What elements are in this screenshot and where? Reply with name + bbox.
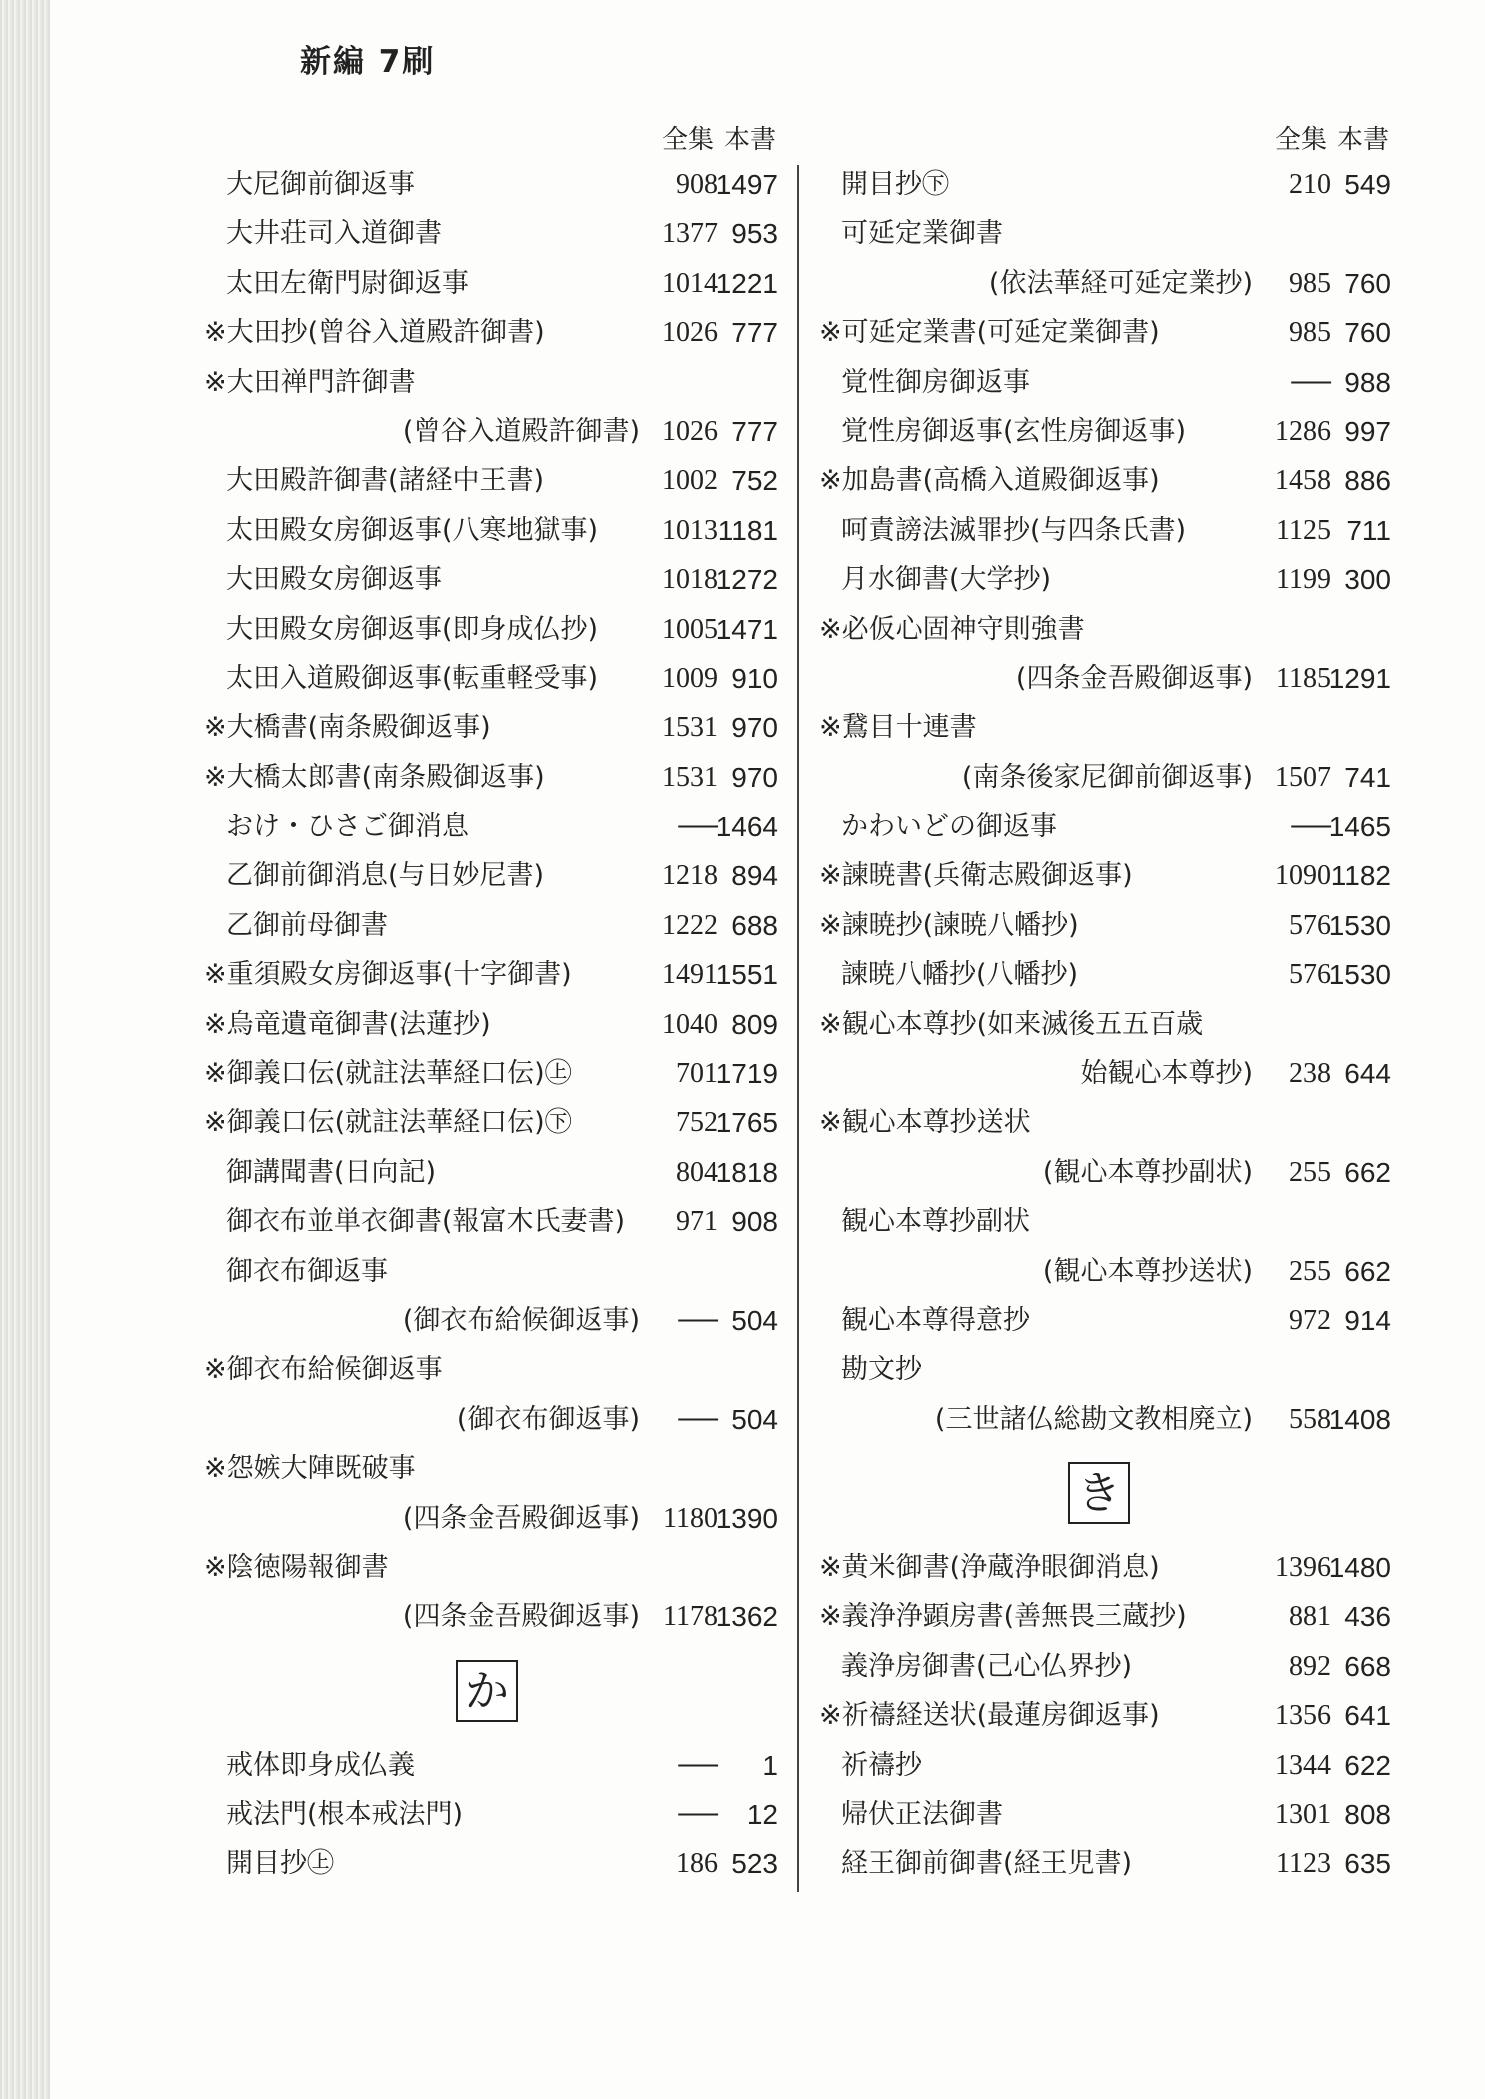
entry-zenshu-page: ── bbox=[678, 811, 718, 843]
entry-honsho-page: 622 bbox=[1344, 1749, 1391, 1781]
entry-title: 始観心本尊抄) bbox=[1080, 1058, 1253, 1090]
header-zenshu: 全集 bbox=[662, 125, 715, 155]
entry-honsho-page: 1291 bbox=[1328, 662, 1391, 694]
index-entry bbox=[192, 1000, 790, 1049]
index-entry bbox=[192, 1345, 790, 1394]
index-entry bbox=[807, 308, 1403, 357]
index-entry bbox=[807, 1000, 1403, 1049]
entry-zenshu-page: 1180 bbox=[663, 1502, 718, 1534]
index-entry bbox=[192, 1049, 790, 1098]
entry-honsho-page: 662 bbox=[1344, 1156, 1391, 1188]
edition-label: 新編 7刷 bbox=[300, 44, 436, 80]
entry-zenshu-page: 701 bbox=[676, 1058, 718, 1090]
entry-honsho-page: 894 bbox=[731, 860, 778, 892]
entry-honsho-page: 1719 bbox=[715, 1058, 778, 1090]
entry-honsho-page: 914 bbox=[1344, 1304, 1391, 1336]
entry-honsho-page: 688 bbox=[731, 909, 778, 941]
entry-zenshu-page: 892 bbox=[1289, 1650, 1331, 1682]
entry-zenshu-page: 576 bbox=[1289, 959, 1331, 991]
index-entry bbox=[807, 1790, 1403, 1839]
entry-zenshu-page: 1002 bbox=[662, 465, 718, 497]
index-entry bbox=[192, 654, 790, 703]
entry-title: 御講聞書(日向記) bbox=[226, 1156, 437, 1188]
entry-title: 大田殿女房御返事(即身成仏抄) bbox=[226, 613, 599, 645]
entry-zenshu-page: 1356 bbox=[1275, 1700, 1331, 1732]
entry-title: 観心本尊抄副状 bbox=[841, 1206, 1030, 1238]
index-entry bbox=[807, 160, 1403, 209]
entry-title: 覚性御房御返事 bbox=[841, 366, 1030, 398]
entry-title: ※鵞目十連書 bbox=[819, 712, 977, 744]
entry-zenshu-page: 1218 bbox=[662, 860, 718, 892]
entry-title: ※必仮心固神守則強書 bbox=[819, 613, 1085, 645]
index-entry bbox=[192, 358, 790, 407]
index-entry bbox=[807, 753, 1403, 802]
entry-honsho-page: 1181 bbox=[717, 514, 778, 546]
index-entry bbox=[192, 753, 790, 802]
index-entry bbox=[192, 1148, 790, 1197]
entry-title: 開目抄㊦ bbox=[841, 169, 949, 200]
entry-honsho-page: 988 bbox=[1344, 366, 1391, 398]
entry-zenshu-page: 210 bbox=[1289, 169, 1331, 200]
index-entry bbox=[807, 1543, 1403, 1592]
page-edge-shadow bbox=[0, 0, 50, 2099]
entry-title: ※黄米御書(浄蔵浄眼御消息) bbox=[819, 1551, 1160, 1583]
index-entry bbox=[192, 160, 790, 209]
index-entry bbox=[807, 358, 1403, 407]
entry-zenshu-page: 804 bbox=[676, 1156, 718, 1188]
index-entry bbox=[807, 1148, 1403, 1197]
entry-title: (四条金吾殿御返事) bbox=[1015, 662, 1253, 694]
entry-honsho-page: 1480 bbox=[1328, 1551, 1391, 1583]
entry-title: ※御義口伝(就註法華経口伝)㊤ bbox=[204, 1058, 572, 1090]
entry-zenshu-page: 1507 bbox=[1275, 761, 1331, 793]
entry-title: 乙御前母御書 bbox=[226, 909, 388, 941]
index-entry bbox=[807, 1345, 1403, 1394]
entry-honsho-page: 970 bbox=[731, 712, 778, 744]
entry-honsho-page: 668 bbox=[1344, 1650, 1391, 1682]
entry-title: 乙御前御消息(与日妙尼書) bbox=[226, 860, 545, 892]
entry-zenshu-page: ── bbox=[678, 1798, 718, 1830]
entry-zenshu-page: 985 bbox=[1289, 317, 1331, 349]
index-entry bbox=[192, 209, 790, 258]
entry-zenshu-page: ── bbox=[678, 1749, 718, 1781]
entry-honsho-page: 711 bbox=[1346, 514, 1391, 546]
entry-zenshu-page: 985 bbox=[1289, 267, 1331, 299]
index-entry bbox=[807, 1098, 1403, 1147]
entry-title: ※大橋太郎書(南条殿御返事) bbox=[204, 761, 545, 793]
entry-title: ※観心本尊抄送状 bbox=[819, 1107, 1031, 1139]
index-entry bbox=[192, 950, 790, 999]
entry-title: 大田殿許御書(諸経中王書) bbox=[226, 465, 545, 497]
entry-title: ※観心本尊抄(如来滅後五五百歳 bbox=[819, 1008, 1204, 1040]
right-column-header bbox=[807, 120, 1403, 160]
entry-honsho-page: 635 bbox=[1344, 1848, 1391, 1880]
entry-honsho-page: 752 bbox=[731, 465, 778, 497]
entry-zenshu-page: 972 bbox=[1289, 1304, 1331, 1336]
kana-section-header bbox=[192, 1642, 790, 1741]
entry-title: 戒体即身成仏義 bbox=[226, 1749, 415, 1781]
entry-title: ※義浄浄顕房書(善無畏三蔵抄) bbox=[819, 1601, 1187, 1633]
index-entry bbox=[807, 654, 1403, 703]
entry-honsho-page: 741 bbox=[1344, 761, 1391, 793]
index-entry bbox=[192, 851, 790, 900]
entry-zenshu-page: 238 bbox=[1289, 1058, 1331, 1090]
entry-zenshu-page: 1301 bbox=[1275, 1798, 1331, 1830]
index-entry bbox=[192, 1395, 790, 1444]
entry-title: ※諫暁書(兵衛志殿御返事) bbox=[819, 860, 1133, 892]
entry-title: 帰伏正法御書 bbox=[841, 1798, 1003, 1830]
index-entry bbox=[807, 1247, 1403, 1296]
entry-honsho-page: 1390 bbox=[715, 1502, 778, 1534]
entry-title: (観心本尊抄副状) bbox=[1042, 1156, 1253, 1188]
entry-title: ※重須殿女房御返事(十字御書) bbox=[204, 959, 572, 991]
entry-title: ※諫暁抄(諫暁八幡抄) bbox=[819, 909, 1079, 941]
entry-zenshu-page: 1178 bbox=[663, 1601, 718, 1633]
entry-honsho-page: 662 bbox=[1344, 1255, 1391, 1287]
entry-zenshu-page: 1531 bbox=[662, 712, 718, 744]
entry-title: おけ・ひさご御消息 bbox=[226, 811, 469, 843]
entry-honsho-page: 1465 bbox=[1328, 811, 1391, 843]
entry-zenshu-page: 1377 bbox=[662, 218, 718, 250]
header-honsho: 本書 bbox=[1337, 125, 1390, 155]
index-entry bbox=[192, 555, 790, 604]
entry-honsho-page: 1 bbox=[762, 1749, 778, 1781]
entry-title: 覚性房御返事(玄性房御返事) bbox=[841, 415, 1187, 447]
entry-honsho-page: 953 bbox=[731, 218, 778, 250]
entry-zenshu-page: 1005 bbox=[662, 613, 718, 645]
header-zenshu: 全集 bbox=[1275, 125, 1328, 155]
entry-honsho-page: 809 bbox=[731, 1008, 778, 1040]
entry-honsho-page: 777 bbox=[731, 415, 778, 447]
entry-zenshu-page: 1026 bbox=[662, 317, 718, 349]
entry-zenshu-page: 881 bbox=[1289, 1601, 1331, 1633]
index-entry bbox=[807, 950, 1403, 999]
index-entry bbox=[807, 1049, 1403, 1098]
entry-zenshu-page: 971 bbox=[676, 1206, 718, 1238]
entry-title: ※祈禱経送状(最蓮房御返事) bbox=[819, 1700, 1160, 1732]
index-entry bbox=[807, 703, 1403, 752]
entry-honsho-page: 910 bbox=[731, 662, 778, 694]
index-entry bbox=[192, 1197, 790, 1246]
entry-zenshu-page: ── bbox=[1291, 366, 1331, 398]
index-entry bbox=[807, 506, 1403, 555]
entry-title: (四条金吾殿御返事) bbox=[402, 1502, 640, 1534]
entry-zenshu-page: 908 bbox=[676, 169, 718, 200]
entry-title: ※烏竜遺竜御書(法蓮抄) bbox=[204, 1008, 491, 1040]
entry-title: (四条金吾殿御返事) bbox=[402, 1601, 640, 1633]
index-entry bbox=[192, 1839, 790, 1888]
entry-zenshu-page: 255 bbox=[1289, 1255, 1331, 1287]
entry-title: ※大田禅門許御書 bbox=[204, 366, 416, 398]
index-entry bbox=[192, 605, 790, 654]
entry-zenshu-page: 1018 bbox=[662, 564, 718, 596]
index-entry bbox=[192, 1790, 790, 1839]
column-divider bbox=[797, 165, 799, 1892]
index-entry bbox=[807, 209, 1403, 258]
entry-honsho-page: 777 bbox=[731, 317, 778, 349]
left-column-header bbox=[192, 120, 790, 160]
entry-zenshu-page: 1014 bbox=[662, 267, 718, 299]
entry-honsho-page: 970 bbox=[731, 761, 778, 793]
entry-zenshu-page: 1286 bbox=[1275, 415, 1331, 447]
entry-zenshu-page: 1026 bbox=[662, 415, 718, 447]
entry-zenshu-page: 576 bbox=[1289, 909, 1331, 941]
entry-zenshu-page: ── bbox=[678, 1403, 718, 1435]
entry-zenshu-page: 1123 bbox=[1276, 1848, 1331, 1880]
right-entry-list bbox=[807, 160, 1403, 1889]
entry-title: ※大橋書(南条殿御返事) bbox=[204, 712, 491, 744]
entry-title: 太田入道殿御返事(転重軽受事) bbox=[226, 662, 599, 694]
entry-title: (依法華経可延定業抄) bbox=[988, 267, 1253, 299]
header-honsho: 本書 bbox=[724, 125, 777, 155]
entry-title: 義浄房御書(己心仏界抄) bbox=[841, 1650, 1133, 1682]
entry-honsho-page: 1221 bbox=[715, 267, 778, 299]
index-entry bbox=[192, 703, 790, 752]
entry-honsho-page: 504 bbox=[731, 1304, 778, 1336]
entry-zenshu-page: 186 bbox=[676, 1848, 718, 1880]
entry-honsho-page: 644 bbox=[1344, 1058, 1391, 1090]
kana-section-label: か bbox=[456, 1660, 518, 1722]
entry-honsho-page: 549 bbox=[1344, 169, 1391, 200]
entry-zenshu-page: 1090 bbox=[1275, 860, 1331, 892]
entry-honsho-page: 1182 bbox=[1330, 860, 1391, 892]
entry-honsho-page: 1497 bbox=[715, 169, 778, 200]
entry-zenshu-page: 1491 bbox=[662, 959, 718, 991]
left-entry-list bbox=[192, 160, 790, 1889]
entry-title: 大田殿女房御返事 bbox=[226, 564, 442, 596]
entry-zenshu-page: 752 bbox=[676, 1107, 718, 1139]
entry-honsho-page: 808 bbox=[1344, 1798, 1391, 1830]
entry-zenshu-page: 1125 bbox=[1276, 514, 1331, 546]
entry-title: (南条後家尼御前御返事) bbox=[961, 761, 1253, 793]
entry-title: 呵責謗法滅罪抄(与四条氏書) bbox=[841, 514, 1187, 546]
entry-zenshu-page: ── bbox=[1291, 811, 1331, 843]
entry-title: ※怨嫉大陣既破事 bbox=[204, 1453, 416, 1485]
entry-title: かわいどの御返事 bbox=[841, 811, 1057, 843]
entry-honsho-page: 1272 bbox=[715, 564, 778, 596]
entry-title: 大尼御前御返事 bbox=[226, 169, 415, 200]
entry-title: 祈禱抄 bbox=[841, 1749, 922, 1781]
index-entry bbox=[192, 1247, 790, 1296]
entry-title: 太田左衛門尉御返事 bbox=[226, 267, 469, 299]
entry-honsho-page: 1464 bbox=[715, 811, 778, 843]
index-entry bbox=[192, 506, 790, 555]
index-entry bbox=[807, 555, 1403, 604]
entry-title: ※御義口伝(就註法華経口伝)㊦ bbox=[204, 1107, 572, 1139]
index-entry bbox=[807, 1395, 1403, 1444]
entry-title: 可延定業御書 bbox=[841, 218, 1003, 250]
index-entry bbox=[807, 605, 1403, 654]
index-entry bbox=[807, 1691, 1403, 1740]
entry-honsho-page: 641 bbox=[1344, 1700, 1391, 1732]
index-entry bbox=[807, 407, 1403, 456]
kana-section-label: き bbox=[1068, 1462, 1130, 1524]
entry-honsho-page: 436 bbox=[1344, 1601, 1391, 1633]
entry-title: 勘文抄 bbox=[841, 1354, 922, 1386]
entry-zenshu-page: 1013 bbox=[662, 514, 718, 546]
index-entry bbox=[807, 259, 1403, 308]
entry-title: 御衣布並単衣御書(報富木氏妻書) bbox=[226, 1206, 626, 1238]
entry-zenshu-page: 1040 bbox=[662, 1008, 718, 1040]
index-entry bbox=[807, 851, 1403, 900]
entry-honsho-page: 523 bbox=[731, 1848, 778, 1880]
entry-title: (御衣布給候御返事) bbox=[402, 1304, 640, 1336]
entry-title: ※加島書(高橋入道殿御返事) bbox=[819, 465, 1160, 497]
index-entry bbox=[192, 1592, 790, 1641]
entry-zenshu-page: ── bbox=[678, 1304, 718, 1336]
entry-zenshu-page: 1185 bbox=[1276, 662, 1331, 694]
entry-title: ※御衣布給候御返事 bbox=[204, 1354, 443, 1386]
index-entry bbox=[192, 456, 790, 505]
entry-zenshu-page: 255 bbox=[1289, 1156, 1331, 1188]
entry-honsho-page: 1408 bbox=[1328, 1403, 1391, 1435]
entry-honsho-page: 886 bbox=[1344, 465, 1391, 497]
entry-zenshu-page: 1344 bbox=[1275, 1749, 1331, 1781]
entry-honsho-page: 908 bbox=[731, 1206, 778, 1238]
index-entry bbox=[807, 456, 1403, 505]
entry-honsho-page: 1362 bbox=[715, 1601, 778, 1633]
entry-title: (曾谷入道殿許御書) bbox=[402, 415, 640, 447]
entry-honsho-page: 1471 bbox=[715, 613, 778, 645]
entry-title: 太田殿女房御返事(八寒地獄事) bbox=[226, 514, 599, 546]
index-entry bbox=[807, 1592, 1403, 1641]
entry-honsho-page: 300 bbox=[1344, 564, 1391, 596]
kana-section-header bbox=[807, 1444, 1403, 1543]
index-entry bbox=[192, 1494, 790, 1543]
entry-title: 諫暁八幡抄(八幡抄) bbox=[841, 959, 1079, 991]
entry-zenshu-page: 558 bbox=[1289, 1403, 1331, 1435]
index-entry bbox=[807, 802, 1403, 851]
entry-title: ※可延定業書(可延定業御書) bbox=[819, 317, 1160, 349]
entry-title: 戒法門(根本戒法門) bbox=[226, 1798, 464, 1830]
entry-title: 大井荘司入道御書 bbox=[226, 218, 442, 250]
entry-honsho-page: 1818 bbox=[715, 1156, 778, 1188]
entry-honsho-page: 1530 bbox=[1328, 909, 1391, 941]
index-entry bbox=[807, 1741, 1403, 1790]
index-entry bbox=[192, 901, 790, 950]
index-entry bbox=[192, 1444, 790, 1493]
index-entry bbox=[192, 1741, 790, 1790]
entry-zenshu-page: 1009 bbox=[662, 662, 718, 694]
entry-honsho-page: 997 bbox=[1344, 415, 1391, 447]
entry-honsho-page: 1765 bbox=[715, 1107, 778, 1139]
entry-honsho-page: 760 bbox=[1344, 317, 1391, 349]
entry-honsho-page: 12 bbox=[746, 1798, 778, 1830]
entry-zenshu-page: 1531 bbox=[662, 761, 718, 793]
entry-zenshu-page: 1199 bbox=[1276, 564, 1331, 596]
entry-zenshu-page: 1458 bbox=[1275, 465, 1331, 497]
entry-title: 観心本尊得意抄 bbox=[841, 1304, 1030, 1336]
entry-title: 開目抄㊤ bbox=[226, 1848, 334, 1880]
index-entry bbox=[192, 308, 790, 357]
index-entry bbox=[192, 802, 790, 851]
entry-title: ※陰徳陽報御書 bbox=[204, 1551, 389, 1583]
index-entry bbox=[192, 407, 790, 456]
index-entry bbox=[807, 1642, 1403, 1691]
entry-title: (三世諸仏総勘文教相廃立) bbox=[934, 1403, 1253, 1435]
entry-honsho-page: 504 bbox=[731, 1403, 778, 1435]
index-entry bbox=[807, 901, 1403, 950]
index-entry bbox=[192, 1098, 790, 1147]
entry-title: (観心本尊抄送状) bbox=[1042, 1255, 1253, 1287]
entry-honsho-page: 1551 bbox=[715, 959, 778, 991]
left-column bbox=[192, 120, 790, 1889]
index-entry bbox=[192, 1543, 790, 1592]
entry-title: (御衣布御返事) bbox=[456, 1403, 640, 1435]
entry-honsho-page: 760 bbox=[1344, 267, 1391, 299]
entry-title: ※大田抄(曾谷入道殿許御書) bbox=[204, 317, 545, 349]
entry-zenshu-page: 1222 bbox=[662, 909, 718, 941]
index-entry bbox=[807, 1839, 1403, 1888]
entry-title: 月水御書(大学抄) bbox=[841, 564, 1052, 596]
index-entry bbox=[807, 1197, 1403, 1246]
index-entry bbox=[192, 1296, 790, 1345]
index-entry bbox=[807, 1296, 1403, 1345]
entry-title: 御衣布御返事 bbox=[226, 1255, 388, 1287]
entry-zenshu-page: 1396 bbox=[1275, 1551, 1331, 1583]
entry-honsho-page: 1530 bbox=[1328, 959, 1391, 991]
index-entry bbox=[192, 259, 790, 308]
right-column bbox=[807, 120, 1403, 1889]
entry-title: 経王御前御書(経王児書) bbox=[841, 1848, 1133, 1880]
